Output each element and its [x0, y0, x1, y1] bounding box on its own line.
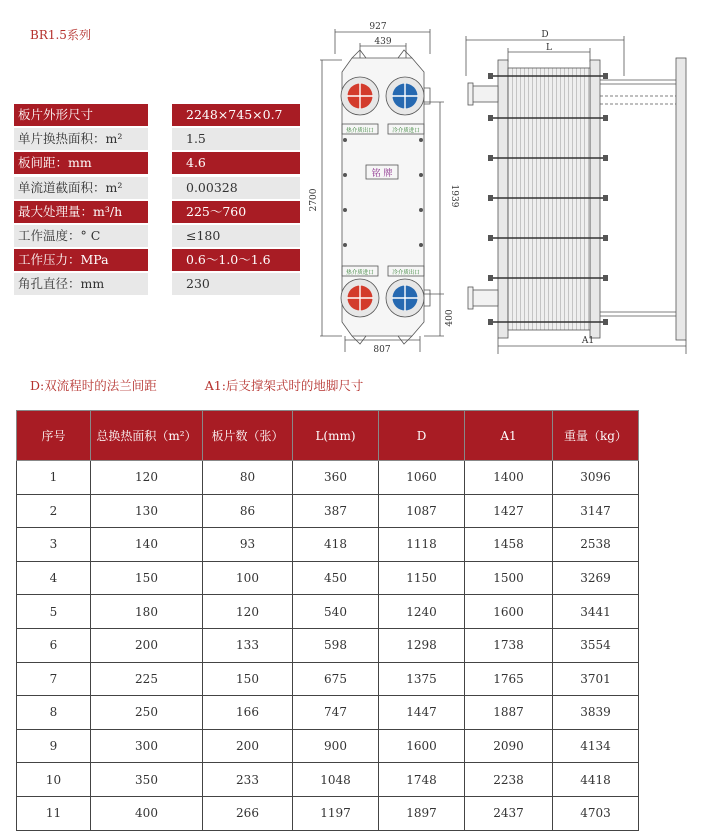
- table-header-cell: 板片数（张）: [203, 411, 293, 461]
- spec-row: [14, 104, 300, 126]
- table-cell: 1048: [293, 763, 379, 797]
- note-a1: A1:后支撑架式时的地脚尺寸: [204, 378, 364, 393]
- table-cell: 5: [17, 595, 91, 629]
- spec-row: [14, 128, 300, 150]
- table-cell: 1458: [465, 528, 553, 562]
- dim-1939-label: 1939: [449, 184, 459, 208]
- spec-value: 4.6: [172, 152, 300, 174]
- inlet-pipe-bottom: [472, 290, 498, 306]
- port-cold-top: [386, 77, 424, 115]
- table-cell: 3147: [553, 494, 639, 528]
- table-cell: 200: [91, 628, 203, 662]
- table-cell: 2090: [465, 729, 553, 763]
- spec-label: 工作温度：° C: [14, 225, 148, 247]
- fixed-plate: [498, 60, 508, 338]
- table-header-cell: D: [379, 411, 465, 461]
- table-cell: 1748: [379, 763, 465, 797]
- table-row: [17, 561, 639, 595]
- table-cell: 1600: [465, 595, 553, 629]
- spec-row: [14, 177, 300, 199]
- table-row: [17, 796, 639, 830]
- plate-pack: [508, 68, 590, 330]
- spec-row: [14, 201, 300, 223]
- table-cell: 1: [17, 461, 91, 495]
- table-cell: 1400: [465, 461, 553, 495]
- table-cell: 3441: [553, 595, 639, 629]
- table-cell: 180: [91, 595, 203, 629]
- table-header-row: [17, 411, 639, 461]
- table-cell: 1298: [379, 628, 465, 662]
- spec-label: 单流道截面积：m²: [14, 177, 148, 199]
- table-cell: 1447: [379, 696, 465, 730]
- dim-L-label: L: [546, 43, 552, 53]
- table-cell: 1738: [465, 628, 553, 662]
- table-header-cell: L(mm): [293, 411, 379, 461]
- table-cell: 1118: [379, 528, 465, 562]
- spec-value: 0.00328: [172, 177, 300, 199]
- spec-value: 225～760: [172, 201, 300, 223]
- table-cell: 350: [91, 763, 203, 797]
- port-hot-bottom: [341, 279, 379, 317]
- table-cell: 387: [293, 494, 379, 528]
- spec-row: [14, 249, 300, 271]
- dim-A1-label: A1: [581, 336, 595, 346]
- table-cell: 120: [91, 461, 203, 495]
- front-view: [320, 29, 444, 352]
- spec-label: 角孔直径：mm: [14, 273, 148, 295]
- spec-value: 230: [172, 273, 300, 295]
- table-cell: 598: [293, 628, 379, 662]
- inlet-pipe-top: [472, 86, 498, 102]
- table-cell: 80: [203, 461, 293, 495]
- table-cell: 140: [91, 528, 203, 562]
- model-table: [16, 410, 639, 831]
- table-cell: 2437: [465, 796, 553, 830]
- table-cell: 233: [203, 763, 293, 797]
- notes: [30, 376, 407, 394]
- table-row: [17, 696, 639, 730]
- table-cell: 1150: [379, 561, 465, 595]
- table-cell: 300: [91, 729, 203, 763]
- table-cell: 1765: [465, 662, 553, 696]
- table-row: [17, 729, 639, 763]
- table-cell: 3839: [553, 696, 639, 730]
- spec-value: 1.5: [172, 128, 300, 150]
- table-cell: 86: [203, 494, 293, 528]
- table-cell: 1600: [379, 729, 465, 763]
- table-cell: 1887: [465, 696, 553, 730]
- table-cell: 10: [17, 763, 91, 797]
- port-label-hot-out: 热介质出口: [346, 128, 374, 134]
- table-cell: 266: [203, 796, 293, 830]
- spec-label: 板片外形尺寸: [14, 104, 148, 126]
- port-label-hot-in: 热介质进口: [346, 270, 374, 276]
- table-cell: 1240: [379, 595, 465, 629]
- port-label-cold-out: 冷介质出口: [392, 270, 420, 276]
- table-cell: 100: [203, 561, 293, 595]
- table-cell: 9: [17, 729, 91, 763]
- table-header-cell: 总换热面积（m²）: [91, 411, 203, 461]
- port-cold-bottom: [386, 279, 424, 317]
- table-cell: 250: [91, 696, 203, 730]
- table-row: [17, 494, 639, 528]
- dim-807-label: 807: [373, 345, 391, 355]
- table-cell: 540: [293, 595, 379, 629]
- table-cell: 200: [203, 729, 293, 763]
- series-title: BR1.5系列: [30, 28, 91, 42]
- spec-row: [14, 152, 300, 174]
- spec-value: ≤180: [172, 225, 300, 247]
- table-cell: 133: [203, 628, 293, 662]
- spec-value: 2248×745×0.7: [172, 104, 300, 126]
- port-label-cold-in: 冷介质进口: [392, 128, 420, 134]
- table-cell: 2538: [553, 528, 639, 562]
- spec-label: 板间距：mm: [14, 152, 148, 174]
- table-cell: 1427: [465, 494, 553, 528]
- table-header-cell: 重量（kg）: [553, 411, 639, 461]
- table-row: [17, 595, 639, 629]
- side-view: [466, 36, 686, 354]
- table-cell: 2: [17, 494, 91, 528]
- table-cell: 166: [203, 696, 293, 730]
- table-cell: 1060: [379, 461, 465, 495]
- spec-row: [14, 225, 300, 247]
- table-cell: 150: [91, 561, 203, 595]
- table-row: [17, 461, 639, 495]
- table-cell: 400: [91, 796, 203, 830]
- table-cell: 360: [293, 461, 379, 495]
- table-cell: 4134: [553, 729, 639, 763]
- table-cell: 8: [17, 696, 91, 730]
- table-cell: 3: [17, 528, 91, 562]
- dim-927-label: 927: [369, 22, 387, 32]
- table-row: [17, 763, 639, 797]
- table-cell: 1500: [465, 561, 553, 595]
- table-cell: 418: [293, 528, 379, 562]
- table-cell: 747: [293, 696, 379, 730]
- table-header-cell: 序号: [17, 411, 91, 461]
- table-cell: 900: [293, 729, 379, 763]
- spec-label: 最大处理量：m³/h: [14, 201, 148, 223]
- table-cell: 225: [91, 662, 203, 696]
- spec-label: 单片换热面积：m²: [14, 128, 148, 150]
- table-body: [17, 461, 639, 831]
- table-cell: 450: [293, 561, 379, 595]
- table-cell: 1897: [379, 796, 465, 830]
- table-cell: 1197: [293, 796, 379, 830]
- table-cell: 4703: [553, 796, 639, 830]
- table-cell: 150: [203, 662, 293, 696]
- table-cell: 93: [203, 528, 293, 562]
- dim-400-label: 400: [445, 309, 455, 327]
- dim-D-label: D: [541, 30, 549, 40]
- port-flange-lines: [424, 88, 430, 306]
- note-d: D:双流程时的法兰间距: [30, 378, 157, 393]
- table-cell: 1087: [379, 494, 465, 528]
- table-row: [17, 628, 639, 662]
- support-column: [676, 58, 686, 340]
- spec-value: 0.6～1.0～1.6: [172, 249, 300, 271]
- table-cell: 6: [17, 628, 91, 662]
- table-cell: 3701: [553, 662, 639, 696]
- spec-panel: [14, 104, 300, 298]
- table-cell: 130: [91, 494, 203, 528]
- table-cell: 11: [17, 796, 91, 830]
- table-cell: 3269: [553, 561, 639, 595]
- table-cell: 2238: [465, 763, 553, 797]
- table-cell: 7: [17, 662, 91, 696]
- table-cell: 675: [293, 662, 379, 696]
- table-cell: 120: [203, 595, 293, 629]
- spec-label: 工作压力：MPa: [14, 249, 148, 271]
- dim-439-label: 439: [374, 37, 392, 47]
- table-cell: 3096: [553, 461, 639, 495]
- table-header-cell: A1: [465, 411, 553, 461]
- dim-2700-label: 2700: [309, 188, 319, 212]
- table-cell: 4: [17, 561, 91, 595]
- nameplate-label: 铭 牌: [371, 169, 393, 179]
- table-row: [17, 662, 639, 696]
- spec-row: [14, 273, 300, 295]
- heat-exchanger-drawing: [300, 20, 700, 360]
- table-row: [17, 528, 639, 562]
- table-cell: 3554: [553, 628, 639, 662]
- table-cell: 4418: [553, 763, 639, 797]
- port-hot-top: [341, 77, 379, 115]
- table-cell: 1375: [379, 662, 465, 696]
- pressure-plate: [590, 60, 600, 338]
